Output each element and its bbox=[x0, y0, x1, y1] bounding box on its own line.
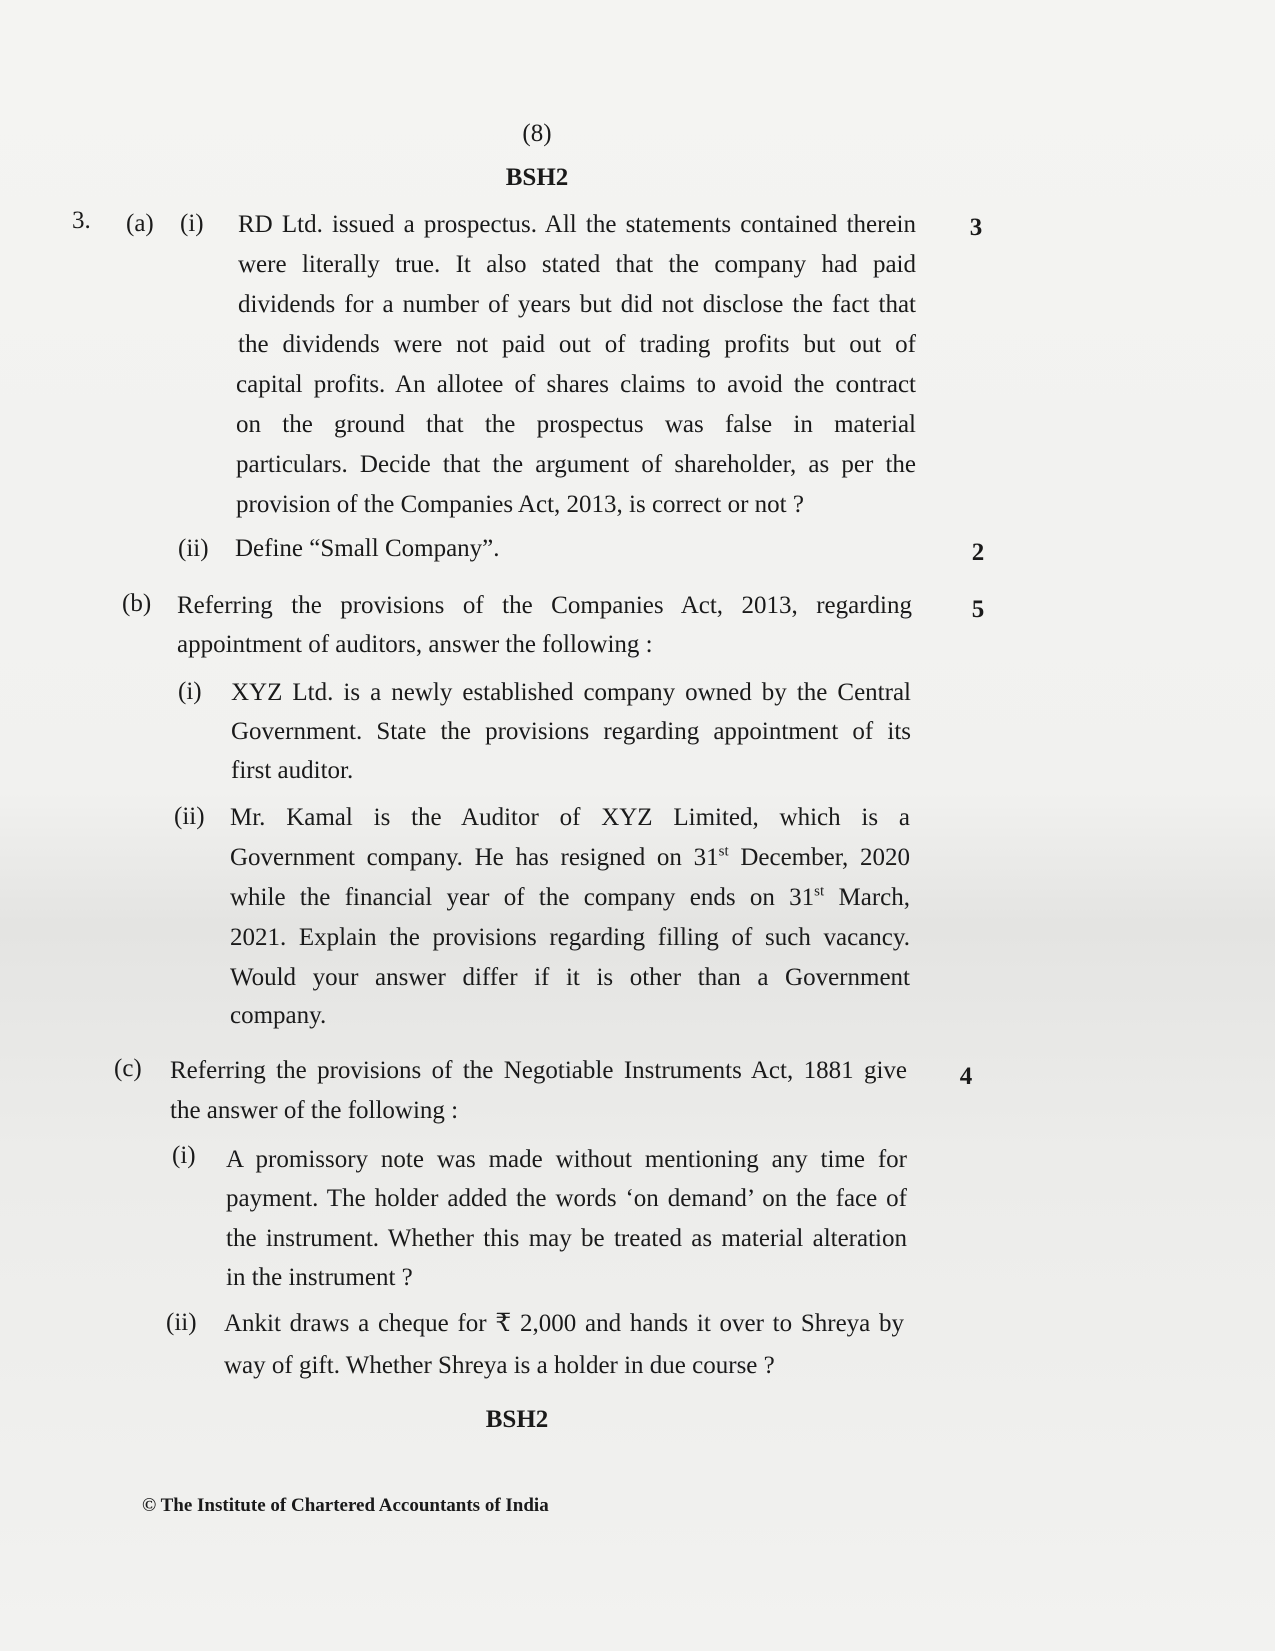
copyright-notice: © The Institute of Chartered Accountants of India bbox=[142, 1495, 549, 1516]
part-b-ii-line-1: Mr. Kamal is the Auditor of XYZ Limited, which is a bbox=[230, 804, 910, 831]
part-a-i-line-8: provision of the Companies Act, 2013, is correct or not ? bbox=[236, 491, 804, 518]
part-b-label: (b) bbox=[122, 590, 152, 617]
part-b-ii-line-3: while the financial year of the company ends on 31st March, bbox=[230, 883, 910, 911]
part-a-ii-text: Define “Small Company”. bbox=[235, 535, 500, 562]
part-c-ii-line-1: Ankit draws a cheque for ₹ 2,000 and hands it over to Shreya by bbox=[224, 1310, 904, 1337]
part-c-i-line-4: in the instrument ? bbox=[226, 1264, 413, 1291]
part-b-line-2: appointment of auditors, answer the following : bbox=[177, 631, 653, 658]
part-a-i-line-6: on the ground that the prospectus was false in material bbox=[236, 411, 916, 438]
part-b-ii-line-6: company. bbox=[230, 1002, 327, 1029]
part-b-i-line-1: XYZ Ltd. is a newly established company owned by the Central bbox=[231, 679, 911, 706]
part-b-ii-line-5: Would your answer differ if it is other than a Government bbox=[230, 964, 910, 991]
part-a-ii-marks: 2 bbox=[971, 539, 985, 566]
part-b-ii-line-4: 2021. Explain the provisions regarding filling of such vacancy. bbox=[230, 924, 910, 951]
part-c-line-2: the answer of the following : bbox=[170, 1097, 459, 1124]
part-a-i-label: (i) bbox=[180, 210, 204, 237]
paper-code-header: BSH2 bbox=[505, 164, 569, 191]
part-c-i-line-3: the instrument. Whether this may be treated as material alteration bbox=[226, 1225, 907, 1252]
part-a-i-line-3: dividends for a number of years but did not disclose the fact that bbox=[238, 291, 916, 318]
part-b-ii-label: (ii) bbox=[174, 803, 205, 830]
part-a-i-line-7: particulars. Decide that the argument of shareholder, as per the bbox=[236, 451, 916, 478]
part-a-i-line-2: were literally true. It also stated that the company had paid bbox=[238, 251, 916, 278]
part-a-label: (a) bbox=[126, 210, 154, 237]
part-a-i-line-4: the dividends were not paid out of trading profits but out of bbox=[238, 331, 916, 358]
part-b-marks: 5 bbox=[971, 596, 985, 623]
part-b-i-line-2: Government. State the provisions regarding appointment of its bbox=[231, 718, 911, 745]
part-c-line-1: Referring the provisions of the Negotiable Instruments Act, 1881 give bbox=[170, 1057, 907, 1084]
page-number: (8) bbox=[522, 120, 552, 147]
part-a-ii-label: (ii) bbox=[178, 535, 209, 562]
part-c-marks: 4 bbox=[959, 1063, 973, 1090]
part-c-i-label: (i) bbox=[172, 1142, 196, 1169]
part-b-i-line-3: first auditor. bbox=[231, 757, 354, 784]
part-b-ii-line-2: Government company. He has resigned on 31st December, 2020 bbox=[230, 843, 910, 871]
part-c-label: (c) bbox=[114, 1055, 142, 1082]
part-b-line-1: Referring the provisions of the Companies Act, 2013, regarding bbox=[177, 592, 912, 619]
part-a-i-line-1: RD Ltd. issued a prospectus. All the statements contained therein bbox=[238, 211, 916, 238]
question-number: 3. bbox=[72, 207, 91, 234]
part-c-i-line-2: payment. The holder added the words ‘on demand’ on the face of bbox=[226, 1185, 907, 1212]
paper-code-footer: BSH2 bbox=[485, 1406, 549, 1433]
part-c-ii-line-2: way of gift. Whether Shreya is a holder in due course ? bbox=[224, 1352, 775, 1379]
part-a-i-line-5: capital profits. An allotee of shares claims to avoid the contract bbox=[236, 371, 916, 398]
part-b-i-label: (i) bbox=[178, 678, 202, 705]
part-a-i-marks: 3 bbox=[969, 214, 983, 241]
part-c-i-line-1: A promissory note was made without mentioning any time for bbox=[226, 1146, 907, 1173]
part-c-ii-label: (ii) bbox=[166, 1309, 197, 1336]
